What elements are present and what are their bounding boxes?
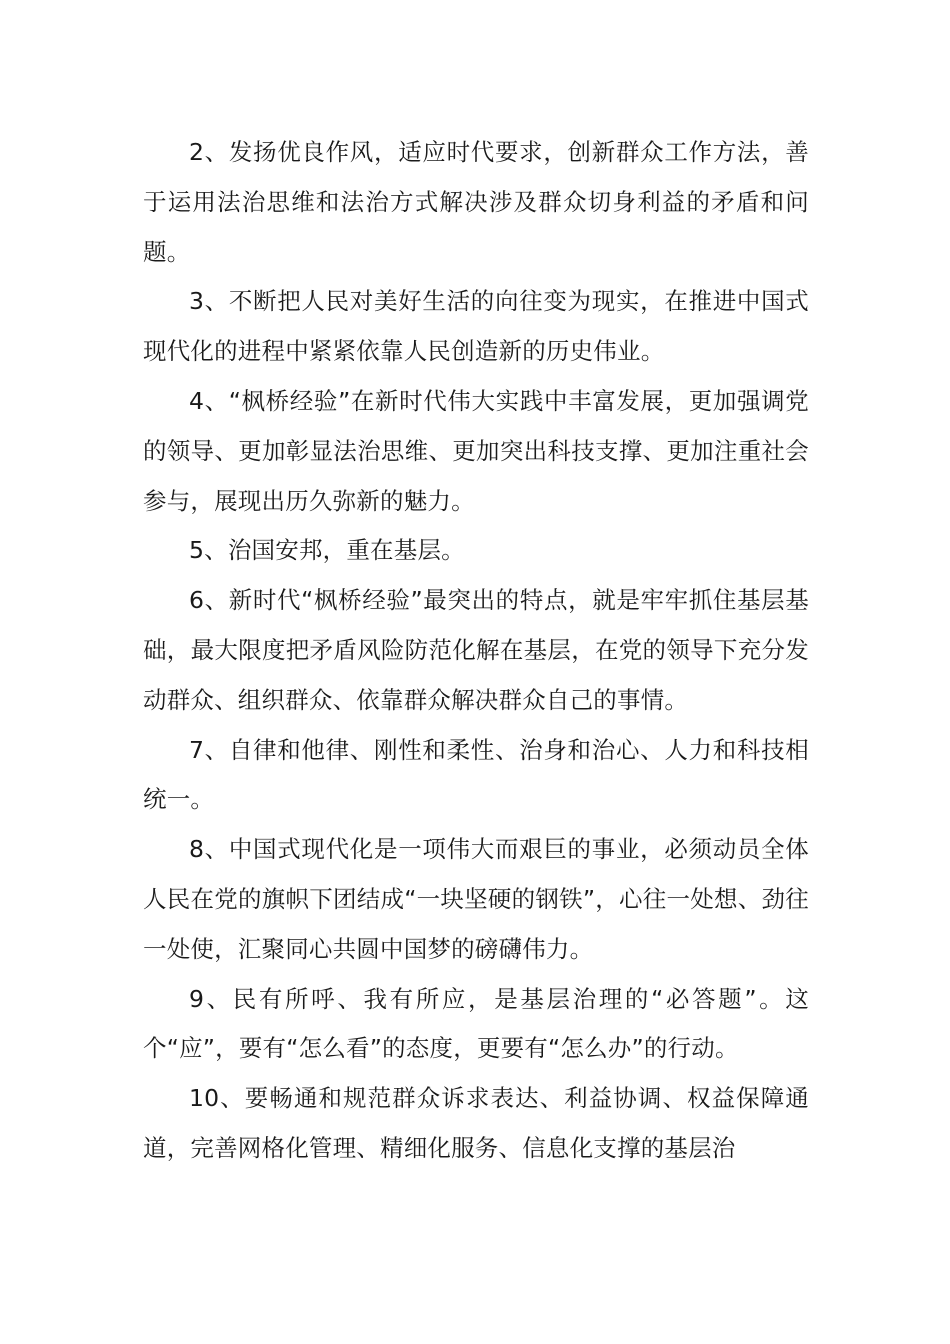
paragraph-4: 4、“枫桥经验”在新时代伟大实践中丰富发展，更加强调党的领导、更加彰显法治思维、更加突出科技支撑、更加注重社会参与，展现出历久弥新的魅力。 <box>143 386 809 515</box>
paragraph-7: 7、自律和他律、刚性和柔性、治身和治心、人力和科技相统一。 <box>143 735 809 814</box>
paragraph-3: 3、不断把人民对美好生活的向往变为现实，在推进中国式现代化的进程中紧紧依靠人民创造新的历史伟业。 <box>143 287 809 366</box>
paragraph-9: 9、民有所呼、我有所应，是基层治理的“必答题”。这个“应”，要有“怎么看”的态度，更要有“怎么办”的行动。 <box>143 984 809 1063</box>
paragraph-5: 5、治国安邦，重在基层。 <box>189 536 465 565</box>
paragraph-8: 8、中国式现代化是一项伟大而艰巨的事业，必须动员全体人民在党的旗帜下团结成“一块坚硬的钢铁”，心往一处想、劲往一处使，汇聚同心共圆中国梦的磅礴伟力。 <box>143 835 809 963</box>
document-body <box>143 128 809 1174</box>
paragraph-6: 6、新时代“枫桥经验”最突出的特点，就是牢牢抓住基层基础，最大限度把矛盾风险防范化解在基层，在党的领导下充分发动群众、组织群众、依靠群众解决群众自己的事情。 <box>143 586 809 714</box>
paragraph-10: 10、要畅通和规范群众诉求表达、利益协调、权益保障通道，完善网格化管理、精细化服务、信息化支撑的基层治 <box>143 1084 809 1162</box>
paragraph-2: 2、发扬优良作风，适应时代要求，创新群众工作方法，善于运用法治思维和法治方式解决涉及群众切身利益的矛盾和问题。 <box>143 138 809 266</box>
